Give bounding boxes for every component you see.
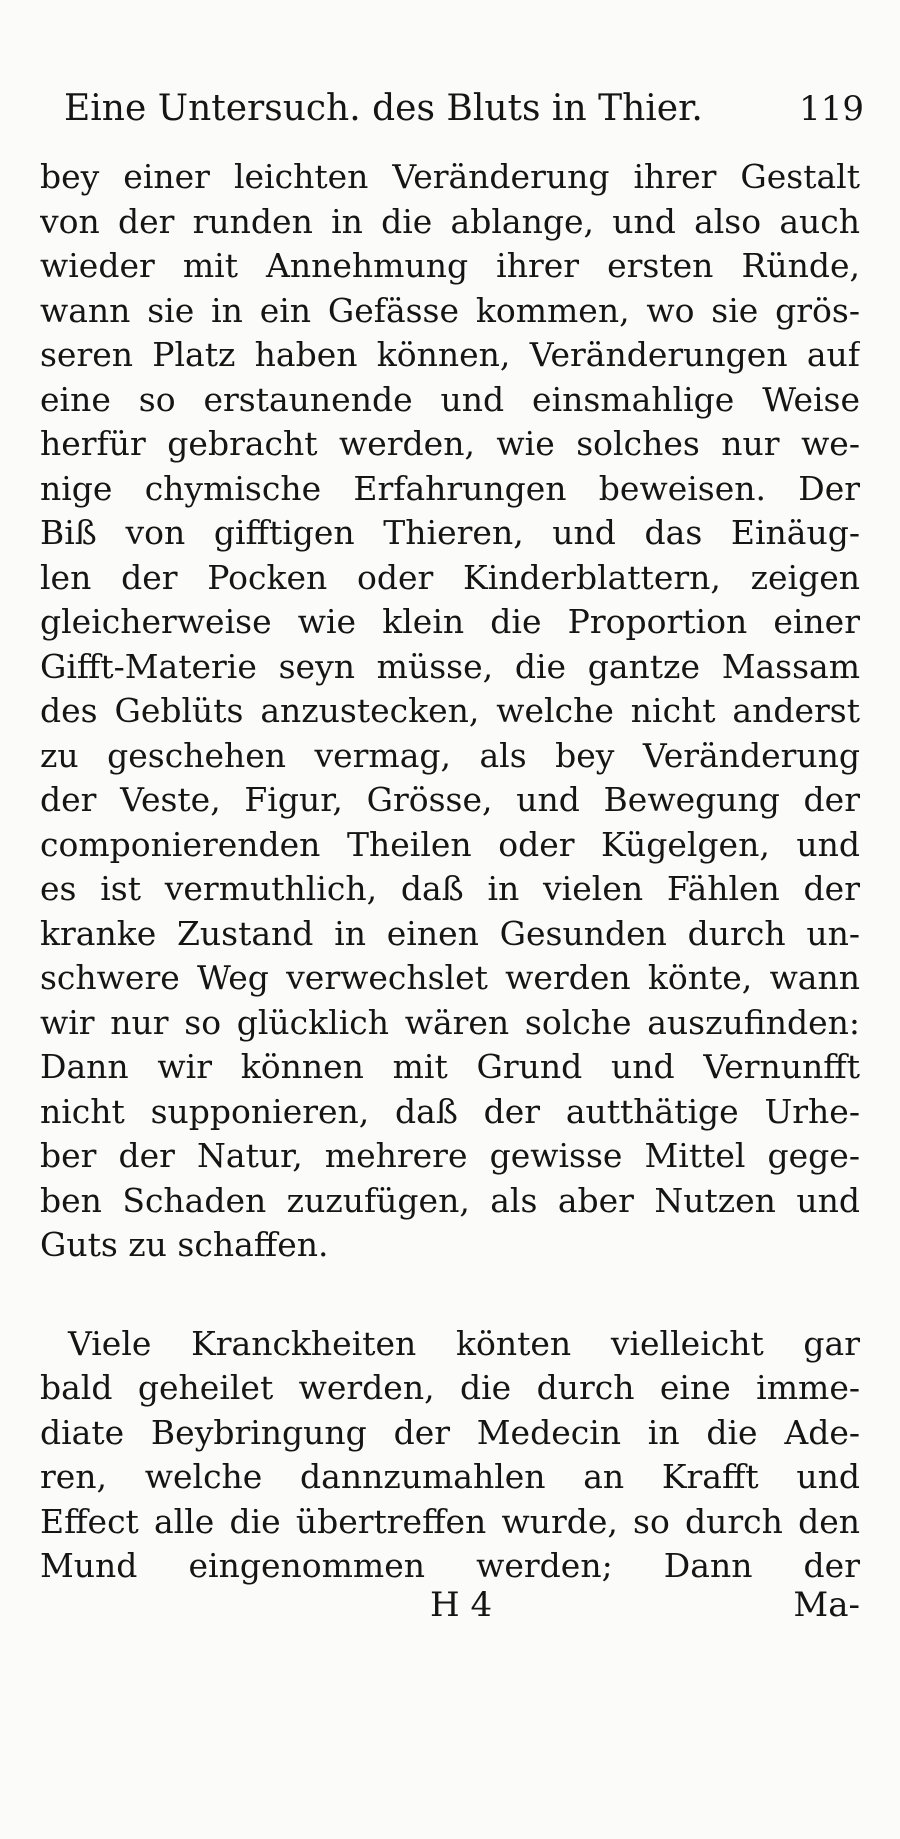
- text-line: ben Schaden zuzufügen, als aber Nutzen und: [40, 1180, 860, 1220]
- text-line: componierenden Theilen oder Kügelgen, und: [40, 824, 860, 864]
- text-line: kranke Zustand in einen Gesunden durch un-: [40, 913, 860, 953]
- text-line: seren Platz haben können, Veränderungen auf: [40, 335, 860, 374]
- text-line: diate Beybringung der Medecin in die Ade-: [40, 1412, 860, 1452]
- text-line: bey einer leichten Veränderung ihrer Gestalt: [40, 157, 860, 196]
- text-line: Biß von gifftigen Thieren, und das Einäug-: [40, 513, 860, 552]
- text-line: Guts zu schaffen.: [40, 1225, 329, 1264]
- text-line: zu geschehen vermag, als bey Veränderung: [40, 735, 860, 775]
- text-line: eine so erstaunende und einsmahlige Weise: [40, 379, 860, 419]
- text-line: Effect alle die übertreffen wurde, so durch den: [40, 1501, 860, 1541]
- text-line: nicht supponieren, daß der autthätige Urhe-: [40, 1091, 860, 1131]
- paragraph-gap: [40, 1268, 860, 1322]
- text-line: ren, welche dannzumahlen an Krafft und: [40, 1457, 860, 1496]
- text-line: schwere Weg verwechslet werden könte, wann: [40, 958, 860, 997]
- text-line: herfür gebracht werden, wie solches nur we-: [40, 424, 860, 463]
- text-line: Mund eingenommen werden; Dann der: [40, 1546, 860, 1585]
- signature-mark: H 4: [430, 1585, 493, 1625]
- text-line: len der Pocken oder Kinderblattern, zeigen: [40, 557, 860, 597]
- paragraph-1: [40, 155, 860, 1268]
- text-line: wann sie in ein Gefässe kommen, wo sie grös-: [40, 290, 860, 330]
- page-footer: [40, 1580, 860, 1630]
- running-title: Eine Untersuch. des Bluts in Thier.: [64, 88, 703, 129]
- text-line: es ist vermuthlich, daß in vielen Fählen der: [40, 869, 860, 908]
- text-line: der Veste, Figur, Grösse, und Bewegung der: [40, 780, 860, 819]
- body-text: [40, 155, 860, 1589]
- text-line: Viele Kranckheiten könten vielleicht gar: [68, 1323, 860, 1363]
- text-line: gleicherweise wie klein die Proportion einer: [40, 602, 860, 641]
- page-header: [64, 84, 864, 134]
- page-number: 119: [799, 89, 864, 129]
- text-line: wieder mit Annehmung ihrer ersten Ründe,: [40, 246, 860, 285]
- text-line: ber der Natur, mehrere gewisse Mittel gege-: [40, 1136, 860, 1175]
- text-line: nige chymische Erfahrungen beweisen. Der: [40, 468, 860, 508]
- text-line: des Geblüts anzustecken, welche nicht anderst: [40, 691, 860, 730]
- text-line: wir nur so glücklich wären solche auszufinden:: [40, 1002, 860, 1042]
- text-line: Dann wir können mit Grund und Vernunfft: [40, 1047, 860, 1086]
- text-line: von der runden in die ablange, und also auch: [40, 201, 860, 241]
- paragraph-2: [40, 1322, 860, 1589]
- catchword: Ma-: [793, 1585, 860, 1625]
- text-line: Gifft-Materie seyn müsse, die gantze Massam: [40, 646, 860, 686]
- text-line: bald geheilet werden, die durch eine imme-: [40, 1368, 860, 1407]
